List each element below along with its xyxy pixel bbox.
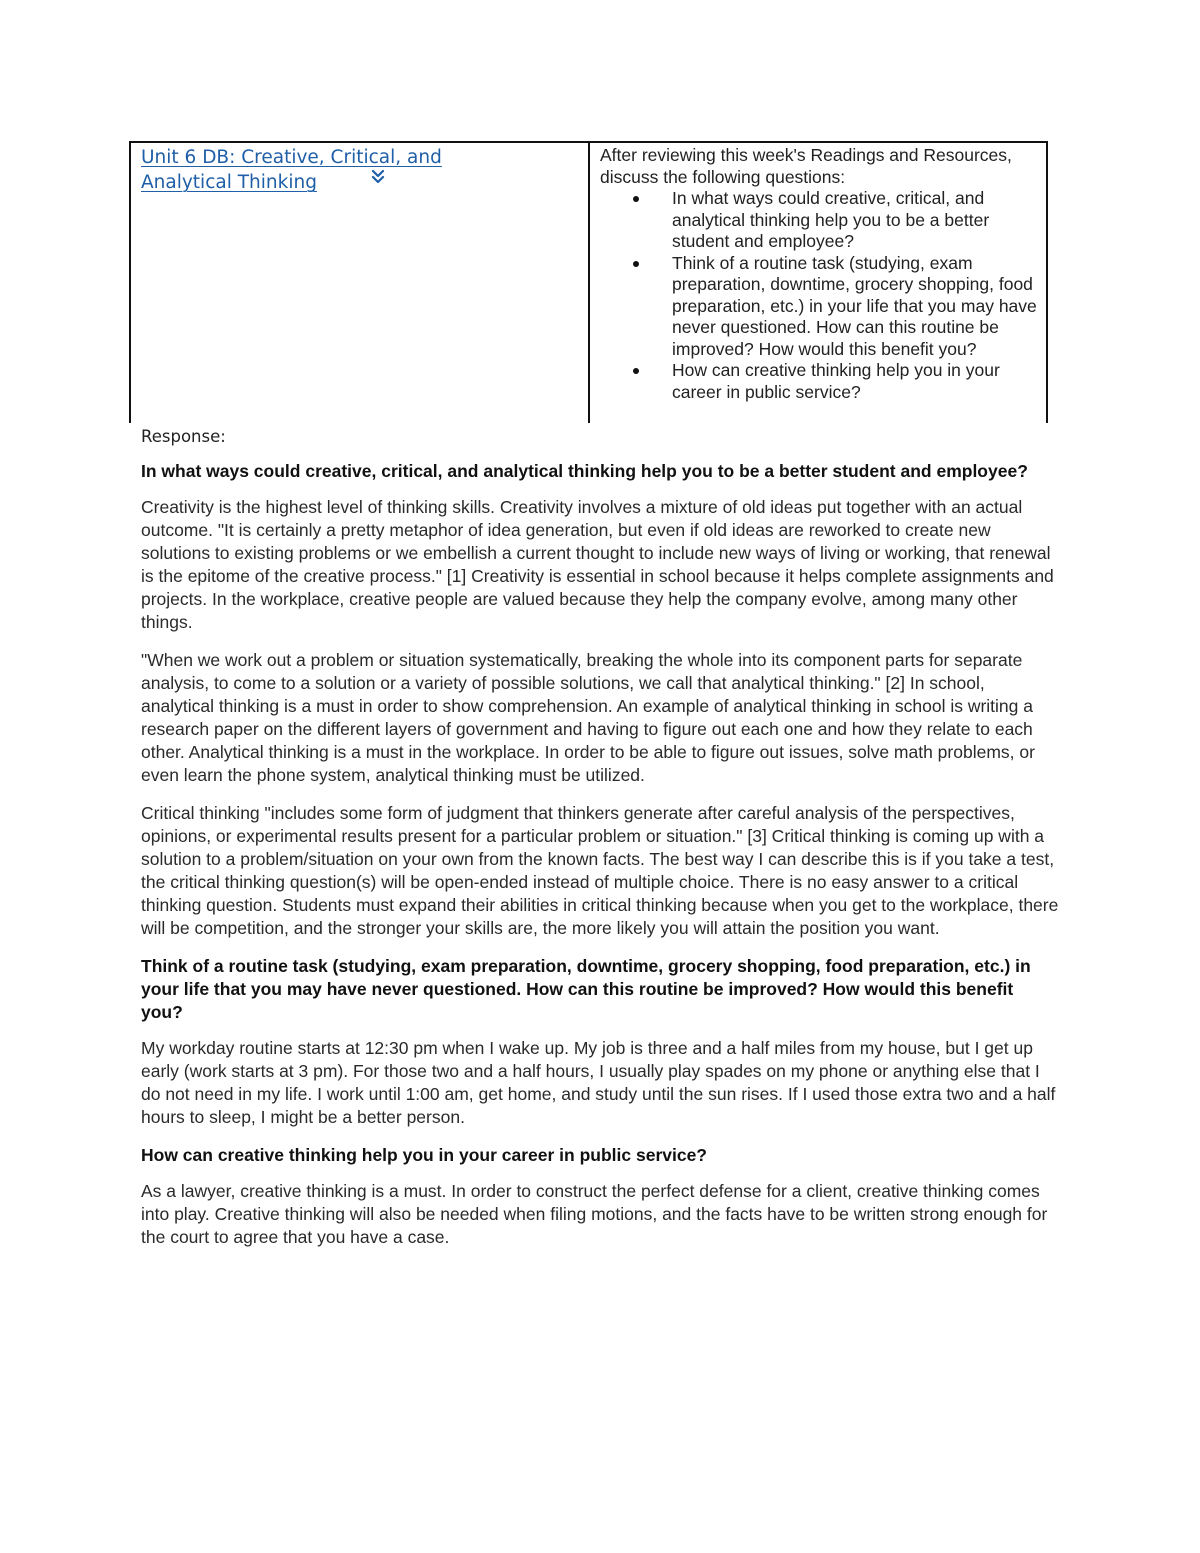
bullet-icon (633, 196, 639, 202)
prompt-question (600, 253, 1046, 361)
response-paragraph: As a lawyer, creative thinking is a must. In order to construct the perfect defense for a client, creative thinking comes into play. Creative thinking will also be needed when filing motions, and the facts have to be written strong enough for the court to agree that you have a case. (141, 1181, 1048, 1247)
question-heading: In what ways could creative, critical, and analytical thinking help you to be a better student and employee? (141, 461, 1028, 481)
discussion-board-table (129, 141, 1048, 423)
prompt-question (600, 360, 1046, 403)
response-paragraph: Critical thinking "includes some form of judgment that thinkers generate after careful analysis of the perspectives, opinions, or experimental results present for a particular problem or situation." [3] Critical thinking is coming up with a solution to a problem/situation on your own from the known facts. The best way I can describe this is if you take a test, the critical thinking question(s) will be open-ended instead of multiple choice. There is no easy answer to a critical thinking question. Students must expand their abilities in critical thinking because when you get to the workplace, there will be competition, and the stronger your skills are, the more likely you will attain the position you want. (141, 803, 1059, 938)
prompt-question-text: How can creative thinking help you in your career in public service? (672, 360, 1000, 402)
discussion-prompt (600, 145, 1046, 403)
prompt-question-text: Think of a routine task (studying, exam preparation, downtime, grocery shopping, food preparation, etc.) in your life that you may have never questioned. How can this routine be improved? How would this benefit you? (672, 252, 1037, 359)
question-heading: Think of a routine task (studying, exam preparation, downtime, grocery shopping, food preparation, etc.) in your life that you may have never questioned. How can this routine be improved? How would this benefit you? (141, 956, 1031, 1022)
response-section (141, 424, 1059, 1264)
bullet-icon (633, 368, 639, 374)
column-divider (588, 143, 590, 423)
prompt-question-list (600, 188, 1046, 403)
response-paragraph: "When we work out a problem or situation systematically, breaking the whole into its component parts for separate analysis, to come to a solution or a variety of possible solutions, we call that analytical thinking." [2] In school, analytical thinking is a must in order to show comprehension. An example of analytical thinking in school is writing a research paper on the different layers of government and having to figure out each one and how they relate to each other. Analytical thinking is a must in the workplace. In order to be able to figure out issues, solve math problems, or even learn the phone system, analytical thinking must be utilized. (141, 650, 1035, 785)
double-chevron-down-icon[interactable] (371, 169, 385, 185)
question-heading: How can creative thinking help you in your career in public service? (141, 1145, 707, 1165)
prompt-intro: After reviewing this week's Readings and Resources, discuss the following questions: (600, 145, 1012, 187)
response-label: Response: (141, 427, 226, 446)
prompt-question (600, 188, 1046, 253)
response-paragraph: My workday routine starts at 12:30 pm when I wake up. My job is three and a half miles from my house, but I get up early (work starts at 3 pm). For those two and a half hours, I usually play spades on my phone or anything else that I do not need in my life. I work until 1:00 am, get home, and study until the sun rises. If I used those extra two and a half hours to sleep, I might be a better person. (141, 1038, 1056, 1127)
bullet-icon (633, 261, 639, 267)
prompt-question-text: In what ways could creative, critical, and analytical thinking help you to be a better student and employee? (672, 188, 990, 251)
response-paragraph: Creativity is the highest level of thinking skills. Creativity involves a mixture of old ideas put together with an actual outcome. "It is certainly a pretty metaphor of idea generation, but even if old ideas are reworked to create new solutions to existing problems or we embellish a current thought to include new ways of living or working, that renewal is the epitome of the creative process." [1] Creativity is essential in school because it helps complete assignments and projects. In the workplace, creative people are valued because they help the company evolve, among many other things. (141, 497, 1054, 632)
unit-title-link[interactable]: Unit 6 DB: Creative, Critical, and Analytical Thinking (141, 147, 442, 193)
